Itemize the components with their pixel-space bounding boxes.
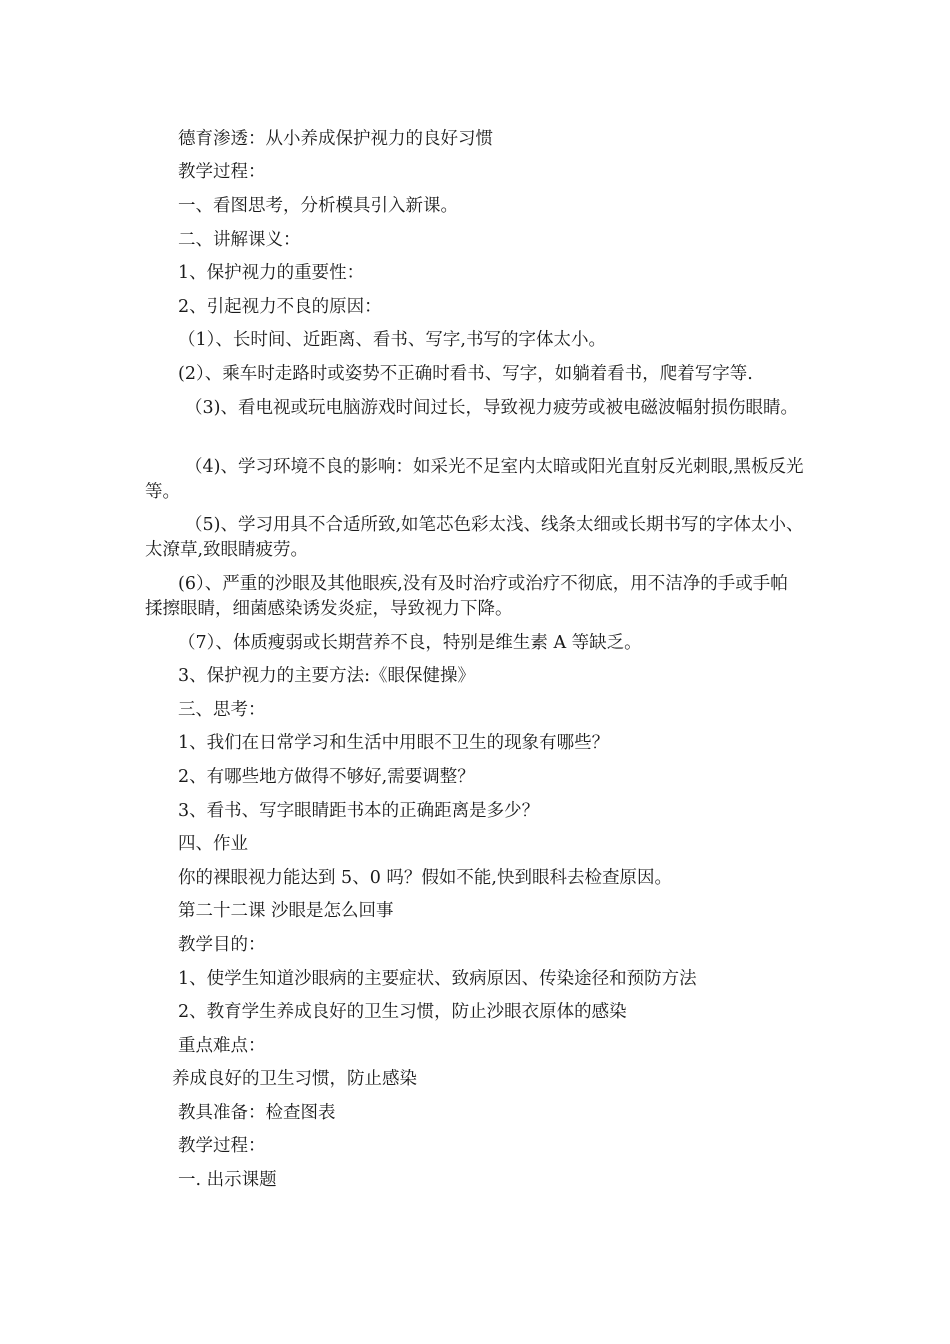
paragraph: 2、引起视力不良的原因：	[178, 297, 382, 317]
paragraph: 一、看图思考，分析模具引入新课。	[178, 196, 458, 216]
paragraph: 教学过程：	[178, 162, 266, 182]
paragraph: （7）、体质瘦弱或长期营养不良，特别是维生素 A 等缺乏。	[178, 633, 642, 653]
paragraph: （4)、学习环境不良的影响：如采光不足室内太暗或阳光直射反光刺眼,黑板反光等。	[145, 457, 804, 502]
paragraph: 2、有哪些地方做得不够好,需要调整？	[178, 767, 475, 787]
paragraph: (2）、乘车时走路时或姿势不正确时看书、写字，如躺着看书，爬着写字等.	[178, 364, 753, 384]
paragraph: 德育渗透：从小养成保护视力的良好习惯	[178, 129, 493, 149]
paragraph: 1、使学生知道沙眼病的主要症状、致病原因、传染途径和预防方法	[178, 969, 697, 989]
paragraph: 教学过程：	[178, 1136, 266, 1156]
paragraph: (6）、严重的沙眼及其他眼疾,没有及时治疗或治疗不彻底，用不洁净的手或手帕揉擦眼睛，细菌感染诱发炎症，导致视力下降。	[145, 574, 788, 619]
paragraph: 你的裸眼视力能达到 5、0 吗？假如不能,快到眼科去检查原因。	[178, 868, 672, 888]
paragraph: 3、保护视力的主要方法:《眼保健操》	[178, 666, 476, 686]
paragraph: 第二十二课 沙眼是怎么回事	[178, 901, 394, 921]
paragraph: （3)、看电视或玩电脑游戏时间过长，导致视力疲劳或被电磁波幅射损伤眼睛。	[185, 398, 798, 418]
paragraph: 1、我们在日常学习和生活中用眼不卫生的现象有哪些？	[178, 733, 610, 753]
paragraph: 教学目的：	[178, 935, 266, 955]
paragraph: 养成良好的卫生习惯，防止感染	[172, 1069, 417, 1089]
paragraph: 1、保护视力的重要性：	[178, 263, 365, 283]
paragraph: 重点难点：	[178, 1036, 266, 1056]
paragraph: 2、教育学生养成良好的卫生习惯，防止沙眼衣原体的感染	[178, 1002, 627, 1022]
paragraph: 三、思考：	[178, 700, 266, 720]
paragraph: 一. 出示课题	[178, 1170, 277, 1190]
paragraph: （5)、学习用具不合适所致,如笔芯色彩太浅、线条太细或长期书写的字体太小、太潦草,致眼睛疲劳。	[145, 515, 804, 560]
paragraph: 教具准备：检查图表	[178, 1103, 336, 1123]
paragraph: 四、作业	[178, 834, 248, 854]
paragraph: 二、讲解课义：	[178, 230, 301, 250]
paragraph: （1）、长时间、近距离、看书、写字,书写的字体太小。	[178, 330, 606, 350]
paragraph: 3、看书、写字眼睛距书本的正确距离是多少？	[178, 801, 540, 821]
